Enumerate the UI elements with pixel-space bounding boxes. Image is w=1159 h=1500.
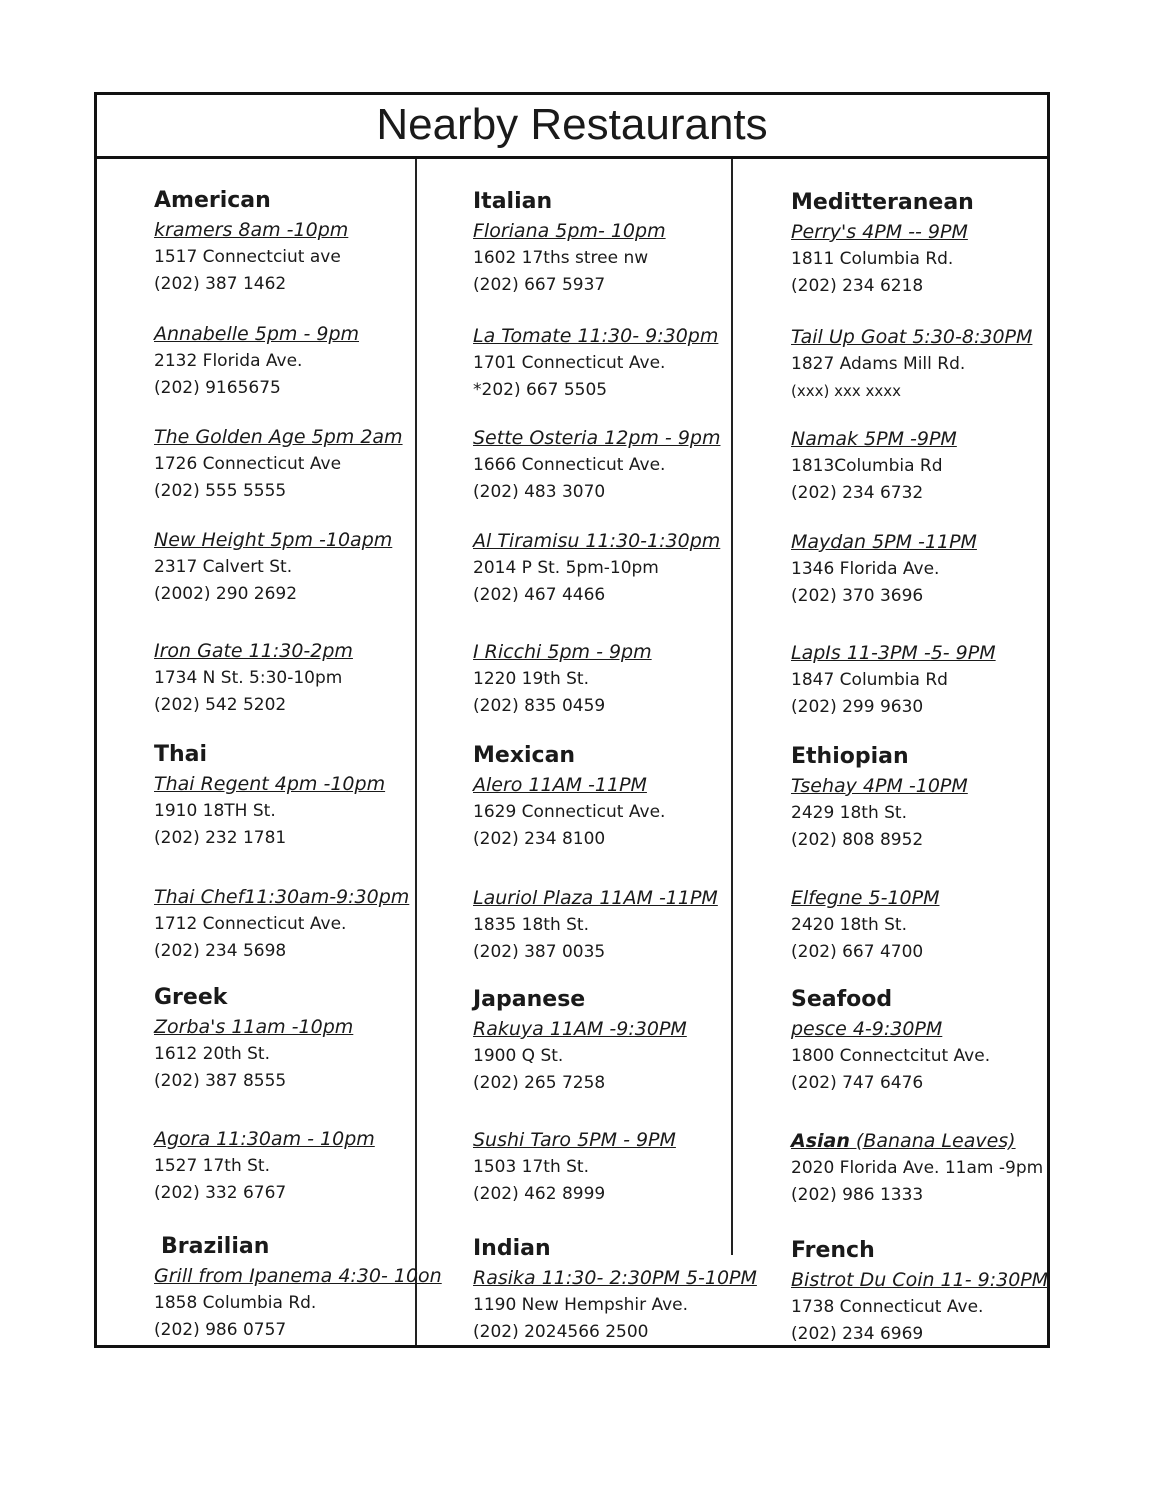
- category-heading: Ethiopian: [791, 744, 909, 769]
- restaurant-entry: [791, 530, 977, 612]
- restaurant-phone: (202) 387 0035: [473, 942, 606, 962]
- restaurant-phone: (202) 462 8999: [473, 1184, 606, 1204]
- category-section: [154, 742, 385, 854]
- column-3: [791, 95, 1053, 1351]
- restaurant-address: 1701 Connecticut Ave.: [473, 353, 666, 373]
- restaurant-name: Annabelle 5pm - 9pm: [154, 323, 360, 345]
- restaurant-phone: (202) 835 0459: [473, 696, 606, 716]
- restaurant-address: 2429 18th St.: [791, 803, 908, 823]
- category-heading: Brazilian: [161, 1234, 270, 1259]
- restaurant-name-text: (Banana Leaves): [849, 1130, 1016, 1152]
- restaurant-phone: *202) 667 5505: [473, 380, 608, 400]
- restaurant-phone: (xxx) xxx xxxx: [791, 382, 902, 400]
- restaurant-phone: (202) 2024566 2500: [473, 1322, 649, 1342]
- restaurant-address: 1712 Connecticut Ave.: [154, 914, 347, 934]
- restaurant-name: Iron Gate 11:30-2pm: [154, 640, 353, 662]
- category-section: [791, 744, 968, 856]
- page-title: Nearby Restaurants: [376, 100, 768, 149]
- category-section: [473, 743, 665, 855]
- category-section: [473, 987, 687, 1099]
- restaurant-phone: (202) 808 8952: [791, 830, 924, 850]
- category-heading: American: [154, 188, 271, 213]
- restaurant-entry: [473, 640, 652, 722]
- restaurant-name: Thai Chef11:30am-9:30pm: [154, 886, 410, 908]
- restaurant-address: 1726 Connecticut Ave: [154, 454, 342, 474]
- restaurant-address: 1346 Florida Ave.: [791, 559, 940, 579]
- category-heading: Asian: [791, 1130, 850, 1152]
- restaurant-name: Sushi Taro 5PM - 9PM: [473, 1129, 676, 1151]
- restaurant-phone: (202) 9165675: [154, 378, 281, 398]
- restaurant-name: Grill from Ipanema 4:30- 10on: [154, 1265, 442, 1287]
- restaurant-name: Agora 11:30am - 10pm: [154, 1128, 375, 1150]
- category-section: [473, 189, 666, 301]
- restaurant-address: 1503 17th St.: [473, 1157, 590, 1177]
- restaurant-list-frame: [94, 92, 1050, 1348]
- restaurant-phone: (202) 747 6476: [791, 1073, 924, 1093]
- restaurant-address: 2420 18th St.: [791, 915, 908, 935]
- restaurant-name: Tail Up Goat 5:30-8:30PM: [791, 326, 1033, 348]
- restaurant-address: 1602 17ths stree nw: [473, 248, 649, 268]
- category-heading: Meditteranean: [791, 190, 974, 215]
- category-section: [154, 1234, 442, 1346]
- category-heading: Indian: [473, 1236, 551, 1261]
- restaurant-entry: [791, 325, 1032, 407]
- restaurant-name: Lauriol Plaza 11AM -11PM: [473, 887, 718, 909]
- restaurant-address: 2317 Calvert St.: [154, 557, 293, 577]
- restaurant-name: Al Tiramisu 11:30-1:30pm: [473, 530, 721, 552]
- restaurant-address: 1800 Connectcitut Ave.: [791, 1046, 991, 1066]
- restaurant-phone: (202) 299 9630: [791, 697, 924, 717]
- restaurant-entry: [473, 529, 720, 611]
- restaurant-phone: (202) 232 1781: [154, 828, 287, 848]
- restaurant-name: New Height 5pm -10apm: [154, 529, 393, 551]
- restaurant-name: The Golden Age 5pm 2am: [154, 426, 403, 448]
- restaurant-entry: [791, 641, 996, 723]
- restaurant-phone: (202) 234 8100: [473, 829, 606, 849]
- restaurant-entry: [473, 324, 718, 406]
- restaurant-name: Floriana 5pm- 10pm: [473, 220, 666, 242]
- restaurant-address: 1220 19th St.: [473, 669, 590, 689]
- restaurant-name: Maydan 5PM -11PM: [791, 531, 977, 553]
- restaurant-name: Namak 5PM -9PM: [791, 428, 957, 450]
- restaurant-entry: [473, 1128, 676, 1210]
- category-section: [154, 985, 353, 1097]
- restaurant-address: 1900 Q St.: [473, 1046, 564, 1066]
- restaurant-name: Rakuya 11AM -9:30PM: [473, 1018, 687, 1040]
- restaurant-address: 2020 Florida Ave. 11am -9pm: [791, 1158, 1044, 1178]
- restaurant-name: Perry's 4PM -- 9PM: [791, 221, 968, 243]
- restaurant-address: 1666 Connecticut Ave.: [473, 455, 666, 475]
- restaurant-address: 1910 18TH St.: [154, 801, 276, 821]
- restaurant-address: 1827 Adams Mill Rd.: [791, 354, 966, 374]
- restaurant-address: 1527 17th St.: [154, 1156, 271, 1176]
- restaurant-name: LapIs 11-3PM -5- 9PM: [791, 642, 996, 664]
- restaurant-phone: (202) 234 5698: [154, 941, 287, 961]
- restaurant-name: I Ricchi 5pm - 9pm: [473, 641, 652, 663]
- restaurant-phone: (202) 986 1333: [791, 1185, 924, 1205]
- column-2: [473, 95, 757, 1351]
- category-heading: Mexican: [473, 743, 576, 768]
- restaurant-address: 1734 N St. 5:30-10pm: [154, 668, 343, 688]
- category-section: [791, 190, 974, 302]
- category-section: [473, 1236, 757, 1348]
- restaurant-name: Rasika 11:30- 2:30PM 5-10PM: [473, 1267, 757, 1289]
- restaurant-phone: (202) 667 4700: [791, 942, 924, 962]
- category-heading: Thai: [154, 742, 208, 767]
- restaurant-name: Thai Regent 4pm -10pm: [154, 773, 386, 795]
- restaurant-entry: [154, 1127, 375, 1209]
- restaurant-entry: [473, 426, 720, 508]
- restaurant-name: pesce 4-9:30PM: [791, 1018, 943, 1040]
- restaurant-phone: (202) 483 3070: [473, 482, 606, 502]
- restaurant-entry: [154, 528, 392, 610]
- category-section: [791, 987, 990, 1099]
- restaurant-phone: (202) 234 6969: [791, 1324, 924, 1344]
- category-heading: Greek: [154, 985, 228, 1010]
- restaurant-address: 1612 20th St.: [154, 1044, 271, 1064]
- restaurant-phone: (202) 986 0757: [154, 1320, 287, 1340]
- restaurant-phone: (202) 234 6218: [791, 276, 924, 296]
- restaurant-name: Tsehay 4PM -10PM: [791, 775, 968, 797]
- category-heading: Italian: [473, 189, 553, 214]
- restaurant-phone: (202) 542 5202: [154, 695, 287, 715]
- restaurant-address: 1517 Connectciut ave: [154, 247, 341, 267]
- restaurant-entry: [791, 886, 939, 968]
- restaurant-entry: [154, 322, 359, 404]
- restaurant-address: 1858 Columbia Rd.: [154, 1293, 317, 1313]
- restaurant-name: Zorba's 11am -10pm: [154, 1016, 354, 1038]
- restaurant-entry: [154, 639, 353, 721]
- restaurant-entry: [154, 885, 409, 967]
- restaurant-phone: (202) 265 7258: [473, 1073, 606, 1093]
- restaurant-address: 2132 Florida Ave.: [154, 351, 303, 371]
- restaurant-address: 1847 Columbia Rd: [791, 670, 948, 690]
- restaurant-address: 1738 Connecticut Ave.: [791, 1297, 984, 1317]
- restaurant-phone: (202) 387 1462: [154, 274, 287, 294]
- restaurant-phone: (202) 555 5555: [154, 481, 287, 501]
- category-heading: Seafood: [791, 987, 893, 1012]
- restaurant-name: La Tomate 11:30- 9:30pm: [473, 325, 719, 347]
- category-section: [154, 188, 348, 300]
- restaurant-phone: (202) 667 5937: [473, 275, 606, 295]
- restaurant-phone: (202) 370 3696: [791, 586, 924, 606]
- restaurant-entry: [791, 427, 957, 509]
- category-heading: French: [791, 1238, 875, 1263]
- restaurant-name: [791, 1129, 1043, 1157]
- restaurant-name: kramers 8am -10pm: [154, 219, 349, 241]
- restaurant-name: Bistrot Du Coin 11- 9:30PM: [791, 1269, 1049, 1291]
- category-section: [791, 1129, 1043, 1211]
- category-heading: Japanese: [473, 987, 586, 1012]
- restaurant-address: 1835 18th St.: [473, 915, 590, 935]
- restaurant-phone: (202) 387 8555: [154, 1071, 287, 1091]
- column-1: [154, 95, 442, 1351]
- restaurant-name: Elfegne 5-10PM: [791, 887, 940, 909]
- category-section: [791, 1238, 1048, 1350]
- restaurant-phone: (202) 332 6767: [154, 1183, 287, 1203]
- restaurant-phone: (2002) 290 2692: [154, 584, 298, 604]
- restaurant-name: Alero 11AM -11PM: [473, 774, 647, 796]
- restaurant-phone: (202) 234 6732: [791, 483, 924, 503]
- restaurant-address: 1629 Connecticut Ave.: [473, 802, 666, 822]
- restaurant-phone: (202) 467 4466: [473, 585, 606, 605]
- restaurant-address: 1813Columbia Rd: [791, 456, 943, 476]
- restaurant-entry: [154, 425, 403, 507]
- restaurant-address: 2014 P St. 5pm-10pm: [473, 558, 659, 578]
- restaurant-address: 1811 Columbia Rd.: [791, 249, 954, 269]
- restaurant-entry: [473, 886, 718, 968]
- restaurant-address: 1190 New Hempshir Ave.: [473, 1295, 689, 1315]
- restaurant-name: Sette Osteria 12pm - 9pm: [473, 427, 721, 449]
